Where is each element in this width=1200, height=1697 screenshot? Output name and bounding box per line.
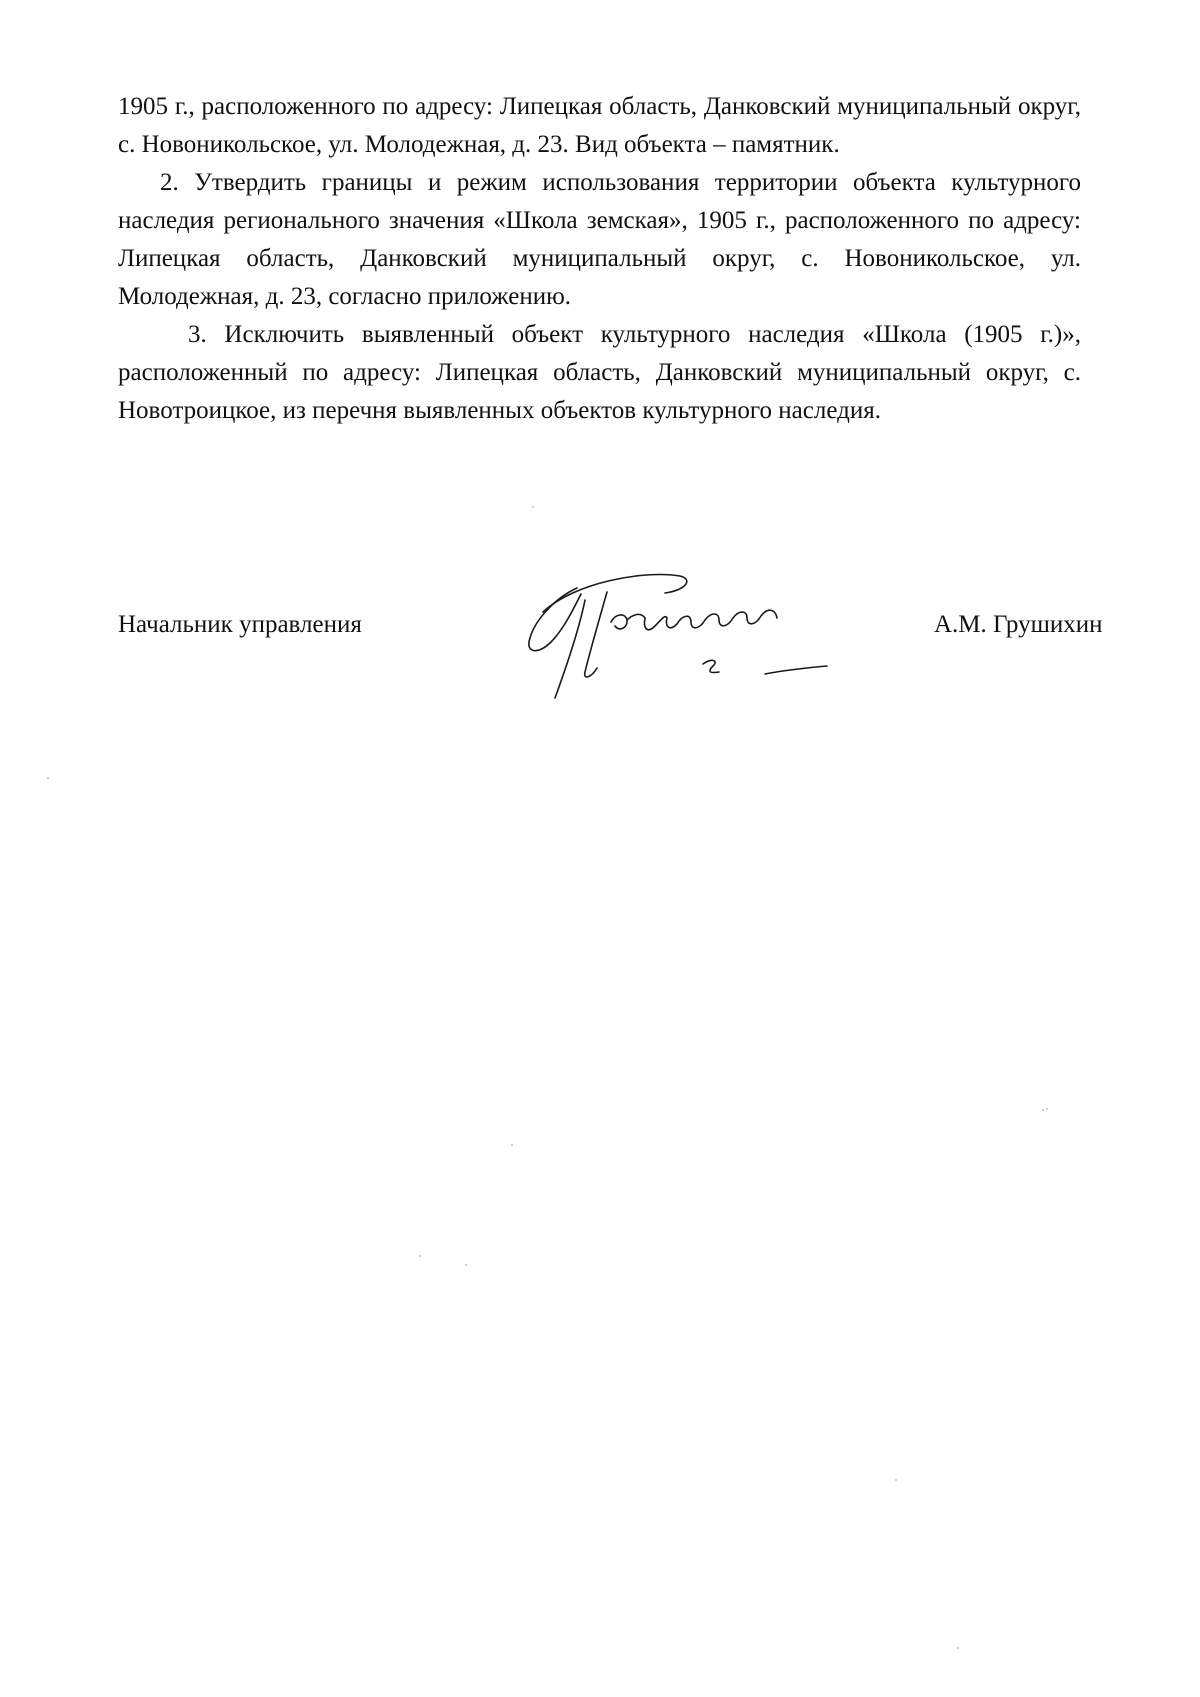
paragraph-item-3: 3. Исключить выявленный объект культурного наследия «Школа (1905 г.)», расположенный по адресу: Липецкая область, Данковский муниципальный округ, с. Новотроицкое, из перечня выявленных объектов культурного наследия. (118, 321, 1081, 424)
paragraph-item-2: 2. Утвердить границы и режим использования территории объекта культурного наследия регионального значения «Школа земская», 1905 г., расположенного по адресу: Липецкая область, Данковский муниципальный округ, с. Новоникольское, ул. Молодежная, д. 23, согласно приложению. (118, 169, 1081, 310)
signatory-title: Начальник управления (118, 611, 362, 638)
document-body (118, 88, 1081, 430)
signatory-name: А.М. Грушихин (934, 611, 1103, 638)
paragraph-continuation: 1905 г., расположенного по адресу: Липецкая область, Данковский муниципальный округ, с. Новоникольское, ул. Молодежная, д. 23. Вид объекта – памятник. (118, 93, 1081, 158)
handwritten-signature (515, 560, 895, 720)
